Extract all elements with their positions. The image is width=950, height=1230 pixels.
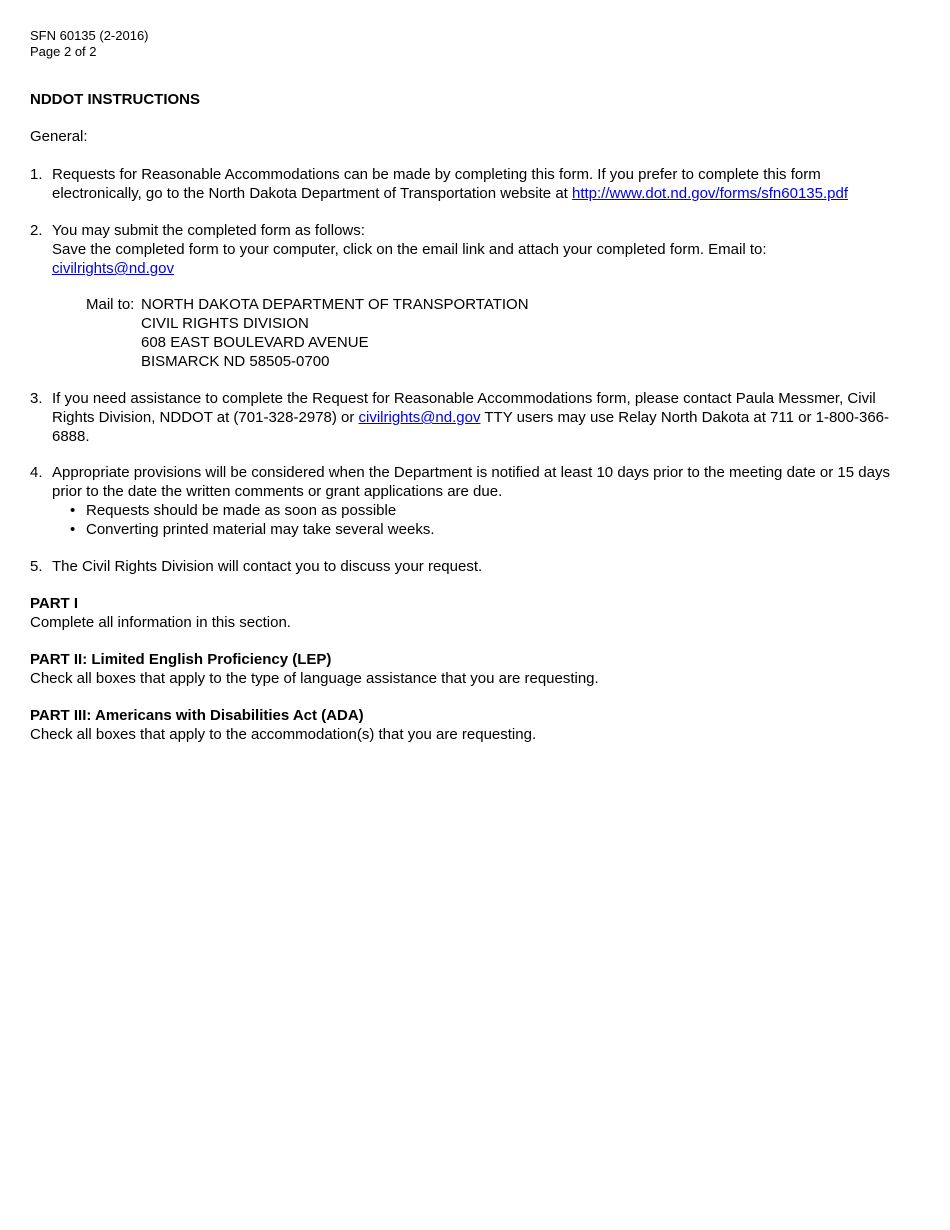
email-link[interactable]: civilrights@nd.gov (52, 260, 174, 277)
address-line: 608 EAST BOULEVARD AVENUE (141, 334, 369, 351)
item-text: Requests for Reasonable Accommodations can be made by completing this form. If you prefer to complete this form electronically, go to the North Dakota Department of Transportation website at (52, 166, 821, 202)
item-text: The Civil Rights Division will contact you to discuss your request. (52, 558, 483, 575)
part-heading: PART III: Americans with Disabilities Act (ADA) (30, 707, 364, 724)
general-label: General: (30, 128, 88, 145)
item-number: 4. (30, 464, 43, 481)
form-header (30, 28, 149, 60)
item-number: 3. (30, 390, 43, 407)
instruction-item-2 (30, 221, 900, 278)
bullet-list (52, 501, 900, 539)
item-text: Appropriate provisions will be considered when the Department is notified at least 10 days prior to the meeting date or 15 days prior to the date the written comments or grant applications are due. (52, 464, 890, 500)
address-line: BISMARCK ND 58505-0700 (141, 353, 330, 370)
item-text: Save the completed form to your computer, click on the email link and attach your completed form. Email to: (52, 241, 767, 258)
bullet-icon: • (70, 502, 76, 519)
instruction-item-3 (30, 389, 900, 446)
instruction-item-5 (30, 557, 900, 576)
part-text: Check all boxes that apply to the accommodation(s) that you are requesting. (30, 726, 537, 743)
sfn-form-link[interactable]: http://www.dot.nd.gov/forms/sfn60135.pdf (572, 185, 848, 202)
item-text: If you need assistance to complete the Request for Reasonable Accommodations form, please contact Paula Messmer, Civil Rights Division, NDDOT at (701-328-2978) or (52, 390, 876, 426)
part-ii-section (30, 650, 599, 688)
list-item: • Requests should be made as soon as possible (70, 502, 397, 519)
item-number: 1. (30, 166, 43, 183)
part-i-section (30, 594, 291, 632)
instruction-item-4 (30, 463, 900, 539)
address-line: CIVIL RIGHTS DIVISION (141, 315, 309, 332)
address-line: NORTH DAKOTA DEPARTMENT OF TRANSPORTATION (141, 296, 529, 313)
page-title: NDDOT INSTRUCTIONS (30, 91, 200, 108)
bullet-icon: • (70, 521, 76, 538)
item-number: 2. (30, 222, 43, 239)
page-indicator: Page 2 of 2 (30, 44, 97, 59)
item-text: You may submit the completed form as follows: (52, 222, 365, 239)
mail-to-label: Mail to: (86, 296, 135, 313)
part-text: Complete all information in this section. (30, 614, 291, 631)
mail-to-block (86, 295, 529, 370)
form-number: SFN 60135 (2-2016) (30, 28, 149, 43)
email-link[interactable]: civilrights@nd.gov (358, 409, 481, 426)
part-iii-section (30, 706, 536, 744)
item-text: TTY users may use Relay North Dakota at 711 or 1-800-366-6888. (52, 409, 889, 445)
instruction-item-1 (30, 165, 900, 203)
mailing-address (141, 295, 529, 371)
list-item: • Converting printed material may take several weeks. (70, 521, 435, 538)
item-number: 5. (30, 558, 43, 575)
part-text: Check all boxes that apply to the type of language assistance that you are requesting. (30, 670, 599, 687)
part-heading: PART II: Limited English Proficiency (LEP) (30, 651, 332, 668)
part-heading: PART I (30, 595, 79, 612)
